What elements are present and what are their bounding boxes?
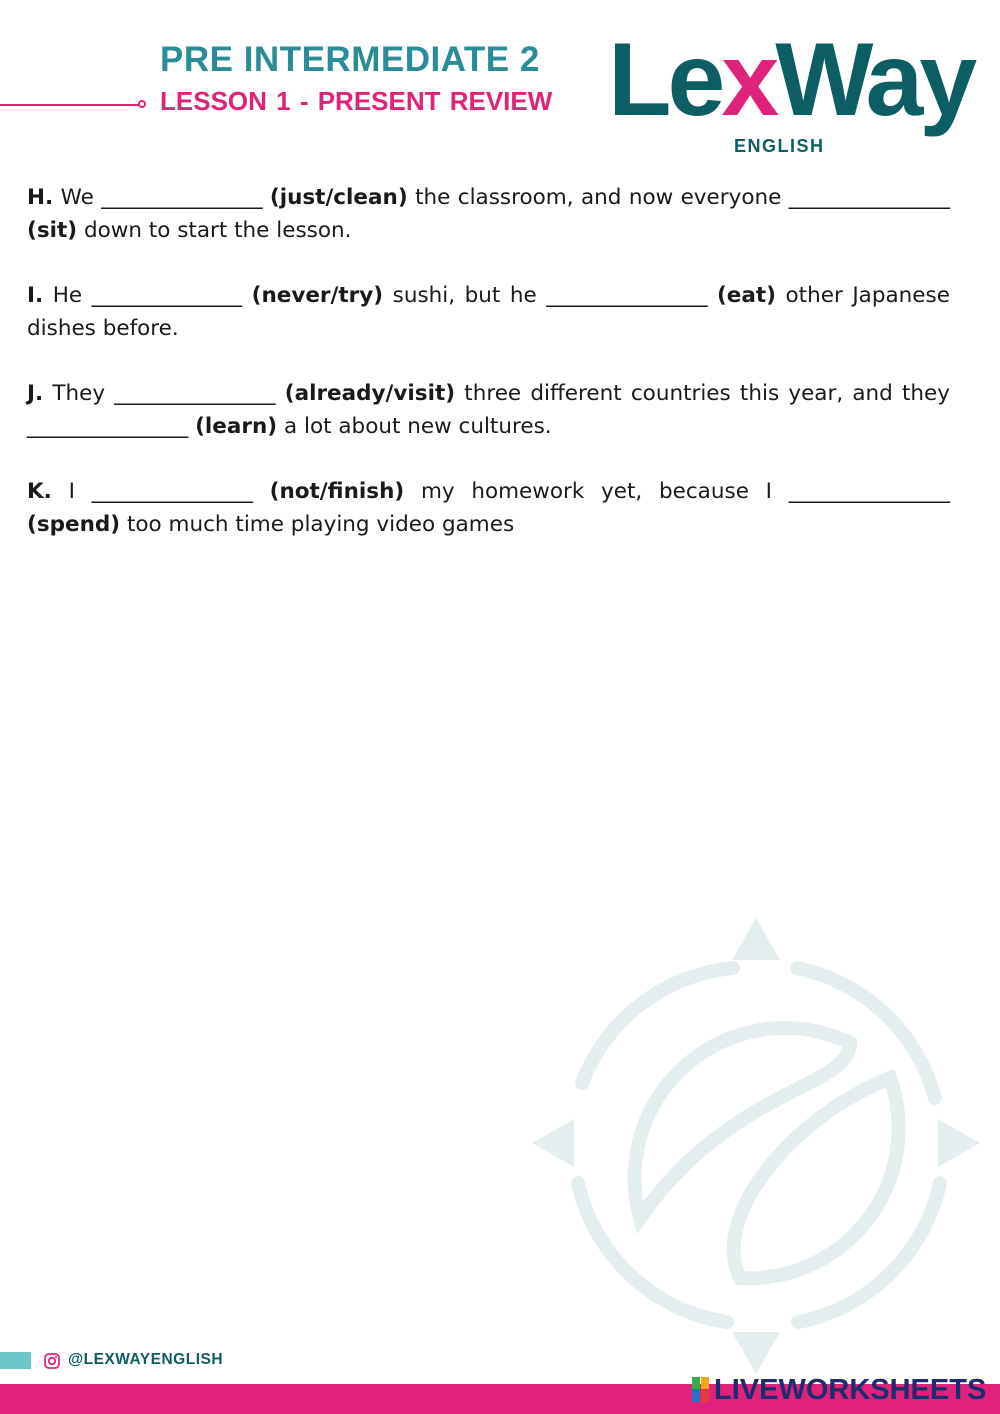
answer-blank[interactable]: _______________ bbox=[788, 185, 950, 210]
exercise-letter: H. bbox=[27, 185, 54, 210]
liveworksheets-brand[interactable]: LIVEWORKSHEETS bbox=[714, 1374, 987, 1406]
exercise-i bbox=[27, 279, 950, 345]
exercise-text: the classroom, and now everyone bbox=[415, 185, 782, 210]
instagram-icon bbox=[44, 1353, 60, 1369]
answer-blank[interactable]: _______________ bbox=[788, 479, 950, 504]
page-title: PRE INTERMEDIATE 2 bbox=[160, 40, 540, 79]
exercise-j bbox=[27, 377, 950, 443]
instagram-handle[interactable]: @LEXWAYENGLISH bbox=[68, 1351, 224, 1368]
exercise-letter: K. bbox=[27, 479, 52, 504]
answer-blank[interactable]: _______________ bbox=[546, 283, 708, 308]
footer-accent-block bbox=[0, 1352, 31, 1369]
exercise-h bbox=[27, 181, 950, 247]
answer-blank[interactable]: _______________ bbox=[101, 185, 263, 210]
verb-prompt: (already/visit) bbox=[284, 381, 456, 406]
exercise-text: too much time playing video games bbox=[126, 512, 515, 537]
exercise-text: sushi, but he bbox=[392, 283, 537, 308]
exercise-text: He bbox=[52, 283, 83, 308]
logo-wordmark bbox=[608, 22, 974, 138]
verb-prompt: (sit) bbox=[27, 218, 78, 243]
verb-prompt: (not/finish) bbox=[269, 479, 405, 504]
header-rule-dot bbox=[138, 100, 146, 108]
liveworksheets-badge-icon bbox=[692, 1377, 710, 1403]
logo-subtitle: ENGLISH bbox=[734, 136, 825, 156]
exercise-text: other Japanese dishes before. bbox=[27, 283, 950, 341]
lexway-logo bbox=[608, 22, 974, 164]
exercise-text: down to start the lesson. bbox=[83, 218, 352, 243]
exercise-text: three different countries this year, and they bbox=[464, 381, 950, 406]
verb-prompt: (never/try) bbox=[251, 283, 384, 308]
exercise-text: We bbox=[60, 185, 94, 210]
exercise-text: a lot about new cultures. bbox=[283, 414, 552, 439]
header-rule bbox=[0, 104, 140, 106]
logo-part-le: Le bbox=[608, 22, 722, 138]
exercise-k bbox=[27, 475, 950, 541]
verb-prompt: (spend) bbox=[27, 512, 121, 537]
exercise-letter: J. bbox=[27, 381, 44, 406]
exercise-text: I bbox=[68, 479, 75, 504]
answer-blank[interactable]: _______________ bbox=[27, 414, 189, 439]
lesson-subtitle: LESSON 1 - PRESENT REVIEW bbox=[160, 86, 553, 116]
verb-prompt: (learn) bbox=[195, 414, 278, 439]
answer-blank[interactable]: _______________ bbox=[114, 381, 276, 406]
logo-part-way: Way bbox=[775, 22, 974, 138]
answer-blank[interactable]: _______________ bbox=[91, 479, 253, 504]
verb-prompt: (eat) bbox=[716, 283, 777, 308]
exercise-letter: I. bbox=[27, 283, 44, 308]
verb-prompt: (just/clean) bbox=[269, 185, 408, 210]
compass-watermark-icon bbox=[530, 918, 982, 1374]
exercise-text: my homework yet, because I bbox=[420, 479, 772, 504]
exercise-text: They bbox=[52, 381, 106, 406]
answer-blank[interactable]: ______________ bbox=[91, 283, 243, 308]
exercise-list bbox=[27, 181, 950, 573]
logo-part-x: x bbox=[721, 22, 776, 138]
